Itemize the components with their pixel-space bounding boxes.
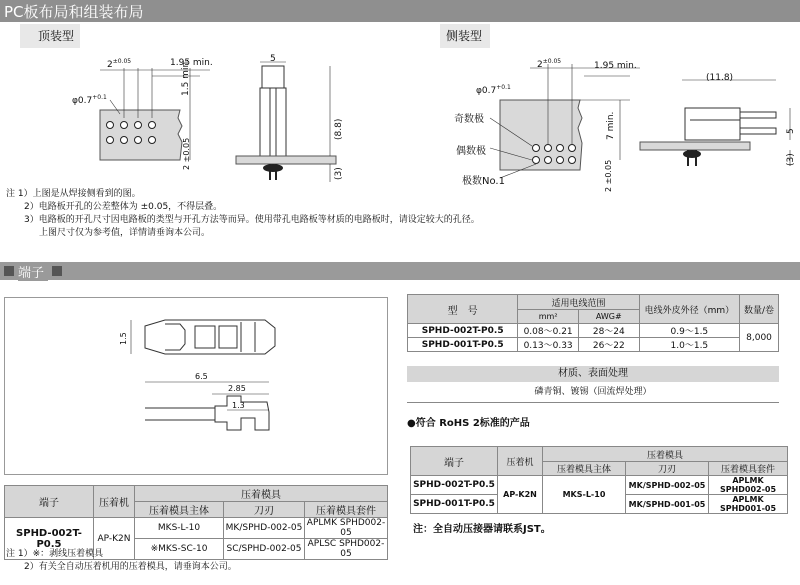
table-row: [408, 324, 779, 338]
bottom-note-2: 2）有关全自动压着机用的压着模具，请垂询本公司。: [24, 562, 237, 572]
table-row: [408, 338, 779, 352]
even-pole-label: 偶数极: [456, 146, 486, 157]
terminal-drawing: [5, 298, 387, 474]
notes: [6, 188, 480, 240]
spec-cell: 26～22: [578, 338, 639, 352]
side-h7-dim: 7 min.: [606, 111, 616, 140]
top-side-profile: [236, 62, 336, 182]
tool-cell: SPHD-002T-P0.5: [411, 476, 498, 495]
tool-cell: AP-K2N: [94, 518, 135, 560]
tool-h-machine: 压着机: [498, 447, 543, 476]
tool-h-term: 端子: [411, 447, 498, 476]
tool-cell: APLMK SPHD002-05: [709, 476, 788, 495]
pole-no-label: 极数No.1: [462, 176, 505, 187]
material-header: 材质、表面处理: [407, 366, 779, 382]
spec-cell: SPHD-001T-P0.5: [408, 338, 518, 352]
side-h3-dim: (3): [786, 153, 796, 166]
tool-cell: AP-K2N: [498, 476, 543, 514]
table-row: [5, 518, 388, 539]
bottom-note-1: 注 1）※：剥线压着模具: [6, 549, 104, 559]
side-pcb-layout: [490, 64, 640, 178]
spec-cell: 0.08～0.21: [518, 324, 579, 338]
tool-cell: MKS-L-10: [135, 518, 224, 539]
top-mount-drawing: [60, 48, 360, 188]
side-min-dim: 1.95 min.: [594, 61, 637, 71]
tool-cell: MK/SPHD-002-05: [224, 518, 305, 539]
terminal-section-bar: [0, 262, 800, 280]
side-pitch2-dim: 2 ±0.05: [604, 159, 613, 192]
section-marker-icon: [4, 266, 14, 276]
tool-cell: APLMK SPHD002-05: [305, 518, 388, 539]
side-width-dim: (11.8): [706, 73, 734, 83]
tool-cell: MK/SPHD-002-05: [626, 476, 709, 495]
tool-cell: MKS-L-10: [543, 476, 626, 514]
top-pcb-layout: [100, 68, 210, 160]
tool-cell: APLMK SPHD001-05: [709, 495, 788, 514]
spec-h-od: 电线外皮外径（mm）: [639, 295, 739, 324]
odd-pole-label: 奇数极: [454, 114, 484, 125]
term-dim-2-85: 2.85: [228, 384, 246, 393]
spec-h-qty: 数量/卷: [740, 295, 779, 324]
spec-h-awg: AWG#: [578, 310, 639, 324]
tool-cell: MK/SPHD-001-05: [626, 495, 709, 514]
page-title-bar: [0, 0, 800, 22]
tool-cell: ※MKS-SC-10: [135, 539, 224, 560]
tool-cell: SPHD-001T-P0.5: [411, 495, 498, 514]
top-pitch-dim: $2^{\pm 0.05}$: [107, 58, 132, 70]
tool-h-kit: 压着模具套件: [305, 502, 388, 518]
top-height-dim: (8.8): [334, 118, 344, 140]
spec-qty-cell: 8,000: [740, 324, 779, 352]
tool-h-blade: 刀刃: [626, 462, 709, 476]
term-dim-1-5: 1.5: [119, 332, 128, 345]
tool-h-main: 压着模具主体: [135, 502, 224, 518]
tool-cell: SPHD-002T-P0.5: [5, 518, 94, 560]
top-mount-label: 顶装型: [38, 29, 75, 43]
table-row: [411, 476, 788, 495]
spec-cell: 0.13～0.33: [518, 338, 579, 352]
side-h5-dim: 5: [786, 128, 796, 134]
side-hole-dim: $\varphi 0.7^{+0.1}$: [476, 84, 511, 96]
spec-cell: 28～24: [578, 324, 639, 338]
section-marker-icon: [52, 266, 62, 276]
note-3: 3）电路板的开孔尺寸因电路板的类型与开孔方法等而异。使用带孔电路板等材质的电路板时，请设定较大的孔径。: [24, 215, 480, 225]
rohs-note: ●符合 RoHS 2标准的产品: [407, 418, 530, 429]
tool-h-blade: 刀刃: [224, 502, 305, 518]
note-2: 2）电路板开孔的公差整体为 ±0.05，不得层叠。: [24, 202, 223, 212]
right-note: 注：全自动压接器请联系JST。: [413, 524, 551, 535]
spec-h-model: 型 号: [408, 295, 518, 324]
spec-cell: 0.9～1.5: [639, 324, 739, 338]
spec-h-range: 适用电线范围: [518, 295, 639, 310]
term-dim-1-3: 1.3: [232, 401, 245, 410]
term-dim-6-5: 6.5: [195, 372, 208, 381]
tool-h-machine: 压着机: [94, 486, 135, 518]
top-lead-dim: (3): [334, 167, 344, 180]
side-profile: [640, 80, 790, 166]
top-min-dim: 1.95 min.: [170, 58, 213, 68]
terminal-drawing-box: [4, 297, 388, 475]
tool-table-right: [410, 446, 788, 514]
tool-h-dies: 压着模具: [135, 486, 388, 502]
bottom-notes: [6, 548, 237, 574]
side-mount-label: 侧装型: [446, 29, 483, 43]
tool-cell: APLSC SPHD002-05: [305, 539, 388, 560]
tool-h-term: 端子: [5, 486, 94, 518]
top-width-dim: 5: [270, 54, 276, 64]
tool-cell: SC/SPHD-002-05: [224, 539, 305, 560]
tool-h-main: 压着模具主体: [543, 462, 626, 476]
spec-h-mm2: mm²: [518, 310, 579, 324]
spec-table: [407, 294, 779, 352]
material-value: 磷青铜、镀锡（回流焊处理）: [407, 382, 779, 403]
page-title: PC板布局和组装布局: [4, 3, 144, 21]
note-4: 上图尺寸仅为参考值，详情请垂询本公司。: [39, 228, 211, 238]
spec-cell: SPHD-002T-P0.5: [408, 324, 518, 338]
spec-cell: 1.0～1.5: [639, 338, 739, 352]
side-pitch-dim: $2^{\pm 0.05}$: [537, 58, 562, 70]
top-row-dim: 1.5 min.: [181, 58, 191, 96]
terminal-section-title: 端子: [18, 262, 48, 281]
tool-h-dies: 压着模具: [543, 447, 788, 462]
note-1: 注 1）上图是从焊接侧看到的图。: [6, 189, 141, 199]
top-hole-dim: $\varphi 0.7^{+0.1}$: [72, 94, 107, 106]
tool-h-kit: 压着模具套件: [709, 462, 788, 476]
top-pitch2-dim: 2 ±0.05: [182, 137, 191, 170]
